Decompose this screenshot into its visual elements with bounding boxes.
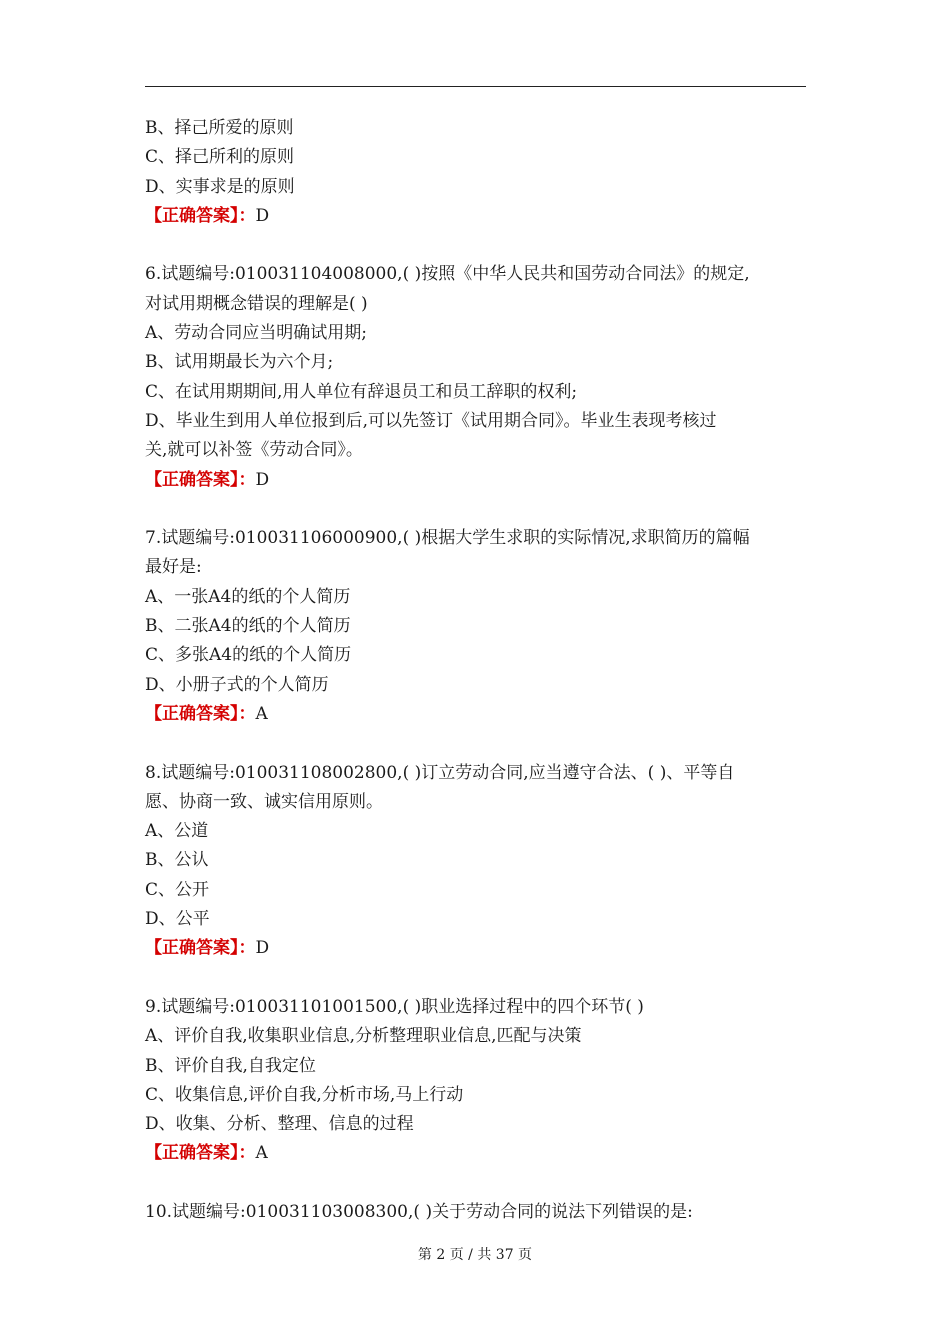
- question-line: C、择己所利的原则: [145, 147, 295, 168]
- answer-separator: ：: [238, 469, 256, 490]
- block-gap: [145, 1169, 815, 1198]
- question-line: A、劳动合同应当明确试用期;: [145, 323, 368, 344]
- block-gap: [145, 729, 815, 758]
- question-line: B、评价自我,自我定位: [145, 1055, 316, 1076]
- question-line: A、公道: [145, 821, 209, 842]
- question-line: C、收集信息,评价自我,分析市场,马上行动: [145, 1084, 464, 1105]
- correct-answer-row: [145, 466, 815, 495]
- header-rule: [145, 86, 806, 87]
- correct-answer-row: [145, 1139, 815, 1168]
- question-line: B、试用期最长为六个月;: [145, 352, 334, 373]
- block-gap: [145, 495, 815, 524]
- question-line: C、多张A4的纸的个人简历: [145, 645, 352, 666]
- question-line: A、评价自我,收集职业信息,分析整理职业信息,匹配与决策: [145, 1026, 582, 1047]
- answer-separator: ：: [238, 205, 256, 226]
- question-stem: 9.试题编号:010031101001500,( )职业选择过程中的四个环节( ): [145, 996, 644, 1017]
- question-line: A、一张A4的纸的个人简历: [145, 586, 351, 607]
- question-line: 关,就可以补签《劳动合同》。: [145, 440, 363, 461]
- question-stem: 10.试题编号:010031103008300,( )关于劳动合同的说法下列错误的是:: [145, 1201, 693, 1222]
- question-stem: 8.试题编号:010031108002800,( )订立劳动合同,应当遵守合法、( )、平等自: [145, 762, 735, 783]
- correct-answer-row: [145, 202, 815, 231]
- correct-answer-value: A: [255, 1143, 268, 1164]
- question-line: C、在试用期期间,用人单位有辞退员工和员工辞职的权利;: [145, 381, 578, 402]
- correct-answer-label: 【正确答案】: [145, 205, 239, 226]
- correct-answer-row: [145, 934, 815, 963]
- answer-separator: ：: [238, 703, 256, 724]
- page-footer: 第 2 页 / 共 37 页: [417, 1247, 533, 1263]
- correct-answer-label: 【正确答案】: [145, 938, 239, 959]
- correct-answer-label: 【正确答案】: [145, 703, 239, 724]
- correct-answer-value: A: [255, 703, 268, 724]
- question-line: D、实事求是的原则: [145, 176, 295, 197]
- question-line: B、公认: [145, 850, 209, 871]
- correct-answer-row: [145, 700, 815, 729]
- question-line: C、公开: [145, 879, 210, 900]
- correct-answer-value: D: [255, 469, 270, 490]
- correct-answer-value: D: [255, 938, 270, 959]
- question-line: 愿、协商一致、诚实信用原则。: [145, 791, 383, 812]
- block-gap: [145, 231, 815, 260]
- question-stem: 6.试题编号:010031104008000,( )按照《中华人民共和国劳动合同法》的规定,: [145, 264, 750, 285]
- document-body: [145, 114, 815, 1227]
- correct-answer-label: 【正确答案】: [145, 469, 239, 490]
- correct-answer-label: 【正确答案】: [145, 1143, 239, 1164]
- correct-answer-value: D: [255, 205, 270, 226]
- question-line: 最好是:: [145, 557, 202, 578]
- answer-separator: ：: [238, 1143, 256, 1164]
- question-line: 对试用期概念错误的理解是( ): [145, 293, 368, 314]
- block-gap: [145, 964, 815, 993]
- question-line: D、公平: [145, 909, 210, 930]
- question-line: B、二张A4的纸的个人简历: [145, 616, 351, 637]
- question-line: D、小册子式的个人简历: [145, 674, 329, 695]
- question-line: B、择己所爱的原则: [145, 118, 294, 138]
- answer-separator: ：: [238, 938, 256, 959]
- question-line: D、毕业生到用人单位报到后,可以先签订《试用期合同》。毕业生表现考核过: [145, 410, 717, 431]
- question-line: D、收集、分析、整理、信息的过程: [145, 1114, 414, 1135]
- question-stem: 7.试题编号:010031106000900,( )根据大学生求职的实际情况,求职简历的篇幅: [145, 528, 750, 549]
